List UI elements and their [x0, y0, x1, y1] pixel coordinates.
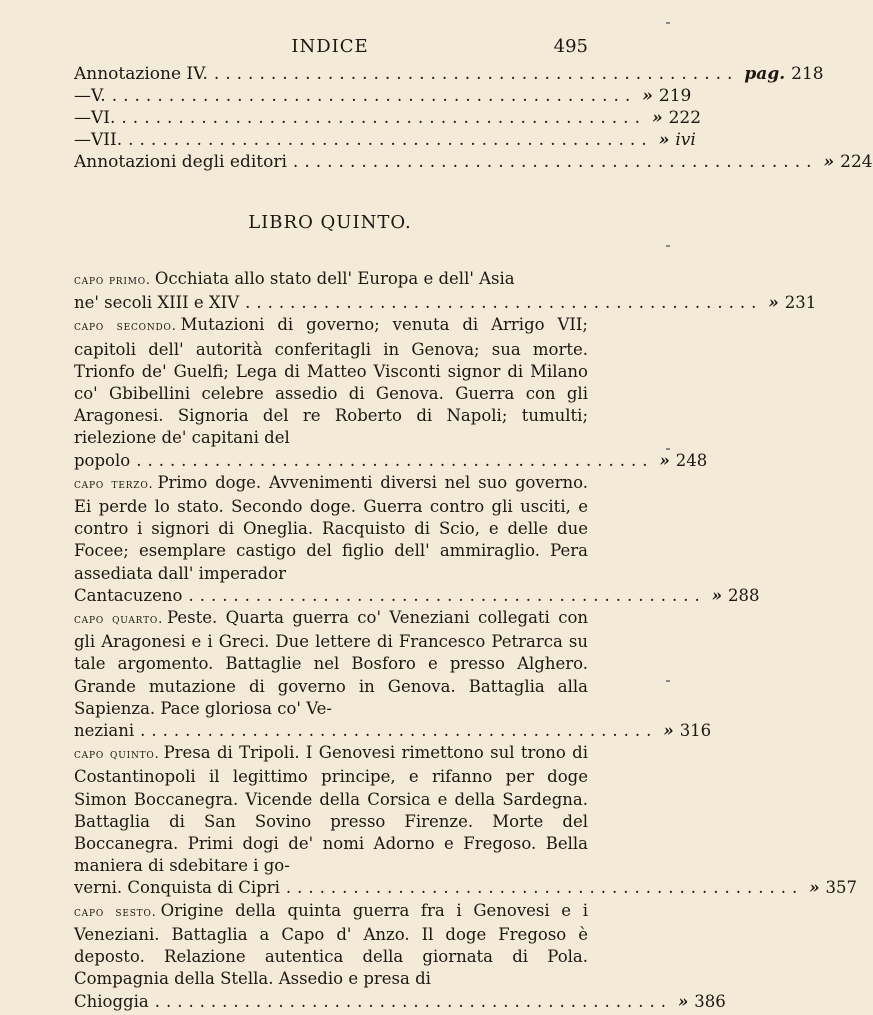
- entry-label: VI.: [91, 108, 116, 128]
- chapter-entry: [74, 742, 857, 899]
- leader-dots: ..............................................: [136, 450, 654, 470]
- chapter-last-line: [74, 877, 857, 899]
- chapter-label: capo quarto.: [74, 612, 164, 628]
- chapter-label: capo primo.: [74, 273, 151, 288]
- chapter-summary-end: verni. Conquista di Cipri: [74, 878, 280, 898]
- entry-marker: »: [823, 152, 835, 172]
- chapter-entry: [74, 472, 760, 607]
- margin-mark: [666, 680, 670, 682]
- entry-marker: pag.: [744, 64, 786, 84]
- chapter-summary-end: Chioggia: [74, 991, 149, 1011]
- chapter-summary-end: popolo: [74, 450, 131, 470]
- annotation-entry: [74, 108, 702, 130]
- chapter-label: capo quinto.: [74, 747, 160, 763]
- chapter-label: capo sesto.: [74, 904, 157, 920]
- running-title: INDICE: [291, 36, 369, 57]
- entry-page: 219: [658, 86, 692, 106]
- margin-mark: [666, 448, 670, 450]
- chapter-summary: Origine della quinta guerra fra i Genovesi e i Veneziani. Battaglia a Capo d' Anzo. Il doge Fregoso è deposto. Relazione autentica della giornata di Pola. Compagnia della Stella. Assedio e presa di: [74, 900, 588, 989]
- entry-page: 222: [668, 108, 702, 128]
- chapter-page: 248: [675, 450, 708, 470]
- leader-dots: ..............................................: [292, 152, 818, 172]
- entry-marker: »: [711, 585, 723, 605]
- ditto-dash: —: [74, 130, 91, 150]
- entry-label: V.: [91, 86, 106, 106]
- chapter-last-line: [74, 991, 726, 1013]
- entry-page: ivi: [675, 130, 696, 150]
- leader-dots: ..............................................: [121, 108, 646, 128]
- chapter-list: [74, 268, 857, 1013]
- annotations-list: [74, 64, 873, 174]
- leader-dots: ..............................................: [128, 130, 653, 150]
- annotation-entry: [74, 64, 824, 86]
- leader-dots: ..............................................: [154, 991, 672, 1011]
- chapter-entry: [74, 607, 712, 742]
- chapter-entry: [74, 900, 726, 1013]
- chapter-summary: Occhiata allo stato dell' Europa e dell' Asia: [154, 269, 515, 288]
- chapter-label: capo terzo.: [74, 476, 154, 492]
- section-title: LIBRO QUINTO.: [248, 212, 412, 233]
- chapter-page: 386: [694, 991, 726, 1011]
- page-number: 495: [553, 36, 588, 57]
- chapter-label: capo secondo.: [74, 319, 177, 335]
- leader-dots: ..............................................: [213, 64, 739, 84]
- chapter-entry: [74, 314, 708, 471]
- entry-marker: »: [677, 991, 689, 1011]
- entry-page: 218: [791, 64, 824, 84]
- chapter-page: 316: [679, 721, 712, 741]
- chapter-summary: Peste. Quarta guerra co' Veneziani collegati con gli Aragonesi e i Greci. Due lettere di Francesco Petrarca su tale argomento. Battaglie nel Bosforo e presso Alghero. Grande mutazione di governo in Genova. Battaglia alla Sapienza. Pace gloriosa co' Ve-: [74, 608, 589, 718]
- annotation-entry: [74, 86, 692, 108]
- leader-dots: ..............................................: [111, 86, 637, 106]
- entry-page: 224: [840, 152, 873, 172]
- leader-dots: ..............................................: [140, 721, 658, 741]
- chapter-last-line: [74, 292, 817, 314]
- chapter-page: 288: [728, 585, 760, 605]
- entry-label: VII.: [91, 130, 123, 150]
- annotation-entry: [74, 152, 873, 174]
- chapter-summary: Mutazioni di governo; venuta di Arrigo VII; capitoli dell' autorità conferitagli in Genova; sua morte. Trionfo de' Guelfi; Lega di Matteo Visconti signor di Milano co' Gbibellini celebre assedio di Genova. Guerra con gli Aragonesi. Signoria del re Roberto di Napoli; tumulti; rielezione de' capitani del: [74, 315, 588, 448]
- chapter-page: 357: [825, 878, 857, 898]
- page-header: [72, 36, 588, 60]
- ditto-dash: —: [74, 86, 91, 106]
- chapter-entry: [74, 268, 817, 314]
- ditto-dash: —: [74, 108, 91, 128]
- chapter-last-line: [74, 450, 708, 472]
- entry-label: Annotazione IV.: [74, 64, 208, 84]
- entry-marker: »: [658, 130, 670, 150]
- chapter-summary-end: Cantacuzeno: [74, 585, 183, 605]
- leader-dots: ..............................................: [188, 585, 706, 605]
- entry-label: Annotazioni degli editori: [74, 152, 287, 172]
- chapter-page: 231: [784, 293, 817, 313]
- chapter-last-line: [74, 720, 712, 742]
- entry-marker: »: [768, 293, 779, 313]
- chapter-summary: Primo doge. Avvenimenti diversi nel suo governo. Ei perde lo stato. Secondo doge. Guerra contro gli usciti, e contro i signori di Oneglia. Racquisto di Scio, e delle due Focee; esemplare castigo del figlio dell' ammiraglio. Pera assediata dall' imperador: [74, 472, 588, 583]
- chapter-summary-end: neziani: [74, 721, 135, 741]
- entry-marker: »: [642, 86, 653, 106]
- margin-mark: [666, 22, 670, 24]
- margin-mark: [666, 245, 670, 247]
- annotation-entry: [74, 130, 696, 152]
- entry-marker: »: [809, 878, 820, 898]
- chapter-summary-end: ne' secoli XIII e XIV: [74, 293, 240, 313]
- chapter-summary: Presa di Tripoli. I Genovesi rimettono sul trono di Costantinopoli il legittimo principe, e rifanno per doge Simon Boccanegra. Vicende della Corsica e della Sardegna. Battaglia di San Sovino presso Firenze. Morte del Boccanegra. Primi dogi de' nomi Adorno e Fregoso. Bella maniera di sdebitare i go-: [74, 743, 589, 876]
- leader-dots: ..............................................: [245, 293, 763, 313]
- entry-marker: »: [659, 450, 670, 470]
- leader-dots: ..............................................: [285, 878, 804, 898]
- entry-marker: »: [663, 721, 674, 741]
- chapter-last-line: [74, 585, 760, 607]
- entry-marker: »: [651, 108, 663, 128]
